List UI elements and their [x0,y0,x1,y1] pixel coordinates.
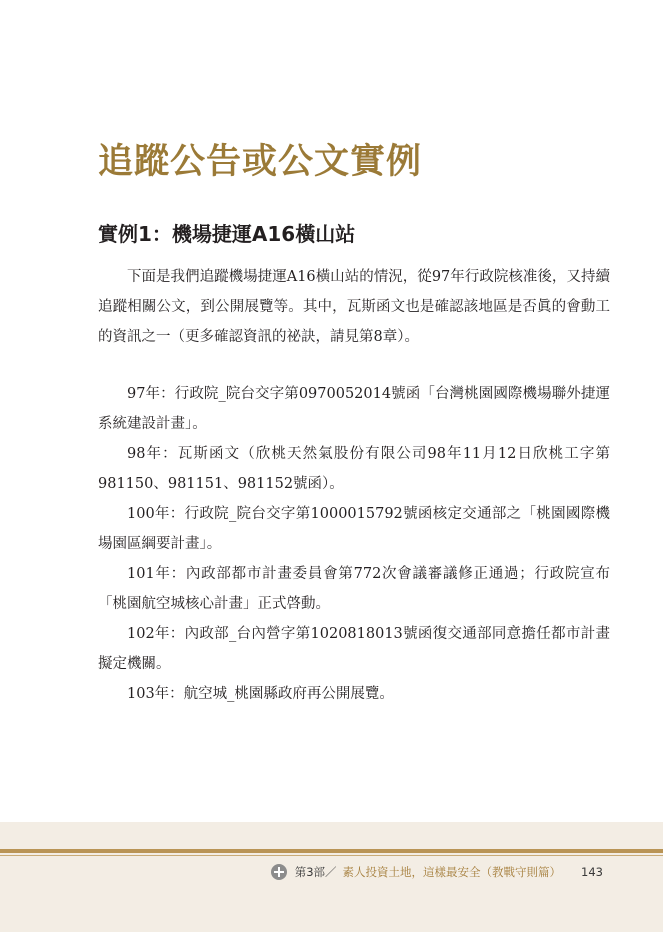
running-footer [271,862,603,882]
footer-rule [0,849,663,853]
intro-paragraph: 下面是我們追蹤機場捷運A16橫山站的情況，從97年行政院核准後，又持續追蹤相關公文，到公開展覽等。其中，瓦斯函文也是確認該地區是否眞的會動工的資訊之一（更多確認資訊的祕訣，請見第8章）。 [98,269,610,345]
record-item: 102年：內政部_台內營字第1020818013號函復交通部同意擔任都市計畫擬定機關。 [98,626,610,672]
section-heading: 實例1：機場捷運A16橫山站 [98,222,356,246]
record-item: 98年：瓦斯函文（欣桃天然氣股份有限公司98年11月12日欣桃工字第981150、981151、981152號函）。 [98,446,610,492]
record-item: 101年：內政部都市計畫委員會第772次會議審議修正通過；行政院宣布「桃園航空城核心計畫」正式啓動。 [98,566,610,612]
footer-book-title: 素人投資土地，這樣最安全（教戰守則篇） [342,865,562,879]
record-list [98,379,610,709]
plus-circle-icon [271,864,287,880]
footer-rule-thin [0,855,663,856]
footer-part-label: 第3部／ [294,865,337,879]
page-title: 追蹤公告或公文實例 [98,141,423,182]
record-item: 100年：行政院_院台交字第1000015792號函核定交通部之「桃園國際機場園區綱要計畫」。 [98,506,610,552]
record-item: 103年：航空城_桃園縣政府再公開展覽。 [127,686,394,702]
record-item: 97年：行政院_院台交字第0970052014號函「台灣桃園國際機場聯外捷運系統建設計畫」。 [98,386,610,432]
page-number: 143 [581,865,603,879]
